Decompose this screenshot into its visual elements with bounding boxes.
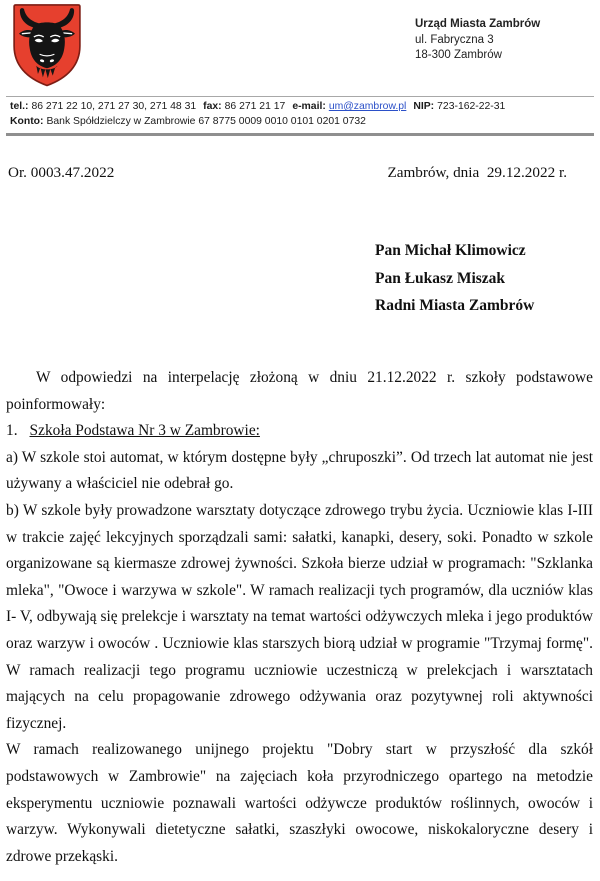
addressee-line: Pan Michał Klimowicz (375, 242, 526, 259)
sender-city: 18-300 Zambrów (415, 49, 502, 61)
nip-label: NIP: (413, 101, 435, 112)
tel-value: 86 271 22 10, 271 27 30, 271 48 31 (31, 101, 197, 112)
sender-street: ul. Fabryczna 3 (415, 33, 494, 46)
nip-value: 723-162-22-31 (437, 101, 506, 112)
sender-name: Urząd Miasta Zambrów (415, 18, 541, 30)
contact-line-2 (10, 115, 592, 130)
place-date: Zambrów, dnia 29.12.2022 r. (387, 164, 567, 181)
tel-label: tel.: (10, 101, 29, 112)
list-item-title: Szkoła Podstawa Nr 3 w Zambrowie: (29, 422, 260, 440)
sender-block (415, 17, 540, 64)
fax-value: 86 271 21 17 (224, 101, 286, 112)
contact-line-1 (10, 100, 592, 115)
list-item-1 (6, 418, 593, 445)
paragraph-a: a) W szkole stoi automat, w którym dostępne były „chruposzki”. Od trzech lat automat nie jest używany a właściciel nie odebrał go. (6, 448, 593, 493)
addressee-block (375, 237, 534, 320)
contact-block (6, 96, 594, 136)
addressee-line: Radni Miasta Zambrów (375, 297, 535, 314)
coat-of-arms (10, 3, 84, 89)
paragraph-c: W ramach realizowanego unijnego projektu "Dobry start w przyszłość dla szkół podstawowych w Zambrowie" na zajęciach koła przyrodniczego opartego na metodzie eksperymentu uczniowie poznawali wartości odżywcze produktów roślinnych, owoców i warzyw. Wykonywali dietetyczne sałatki, szaszłyki owocowe, niskokaloryczne desery i zdrowe przekąski. (6, 741, 593, 865)
intro-paragraph: W odpowiedzi na interpelację złożoną w dniu 21.12.2022 r. szkoły podstawowe poinformowały: (6, 369, 593, 413)
list-item-number: 1. (6, 422, 18, 440)
konto-label: Konto: (10, 115, 44, 127)
email-link[interactable]: um@zambrow.pl (328, 101, 407, 112)
addressee-line: Pan Łukasz Miszak (375, 269, 506, 287)
zambrow-bull-coat-of-arms-icon (10, 3, 84, 89)
konto-value: Bank Spółdzielczy w Zambrowie 67 8775 0009 0010 0101 0201 0732 (46, 115, 366, 127)
fax-label: fax: (203, 101, 222, 112)
reference-number: Or. 0003.47.2022 (8, 164, 115, 181)
reference-row (8, 164, 567, 182)
letter-body (6, 365, 593, 870)
email-label: e-mail: (292, 101, 326, 112)
paragraph-b: b) W szkole były prowadzone warsztaty dotyczące zdrowego trybu życia. Uczniowie klas I-III w trakcie zajęć lekcyjnych sporządzali sami: sałatki, kanapki, desery, soki. Ponadto w szkole organizowane są kiermasze zdrowej żywności. Szkoła bierze udział w programach: "Szklanka mleka", "Owoce i warzywa w szkole". W ramach realizacji tych programów, dla uczniów klas I- V, odbywają się prelekcje i warsztaty na temat wartości odżywczych mleka i jego produktów oraz warzyw i owoców . Uczniowie klas starszych biorą udział w programie "Trzymaj formę". W ramach realizacji tego programu uczniowie uczestniczą w prelekcjach i warsztatach mających na celu propagowanie zdrowego odżywania oraz pozytywnej roli aktywności fizycznej. (6, 501, 593, 732)
